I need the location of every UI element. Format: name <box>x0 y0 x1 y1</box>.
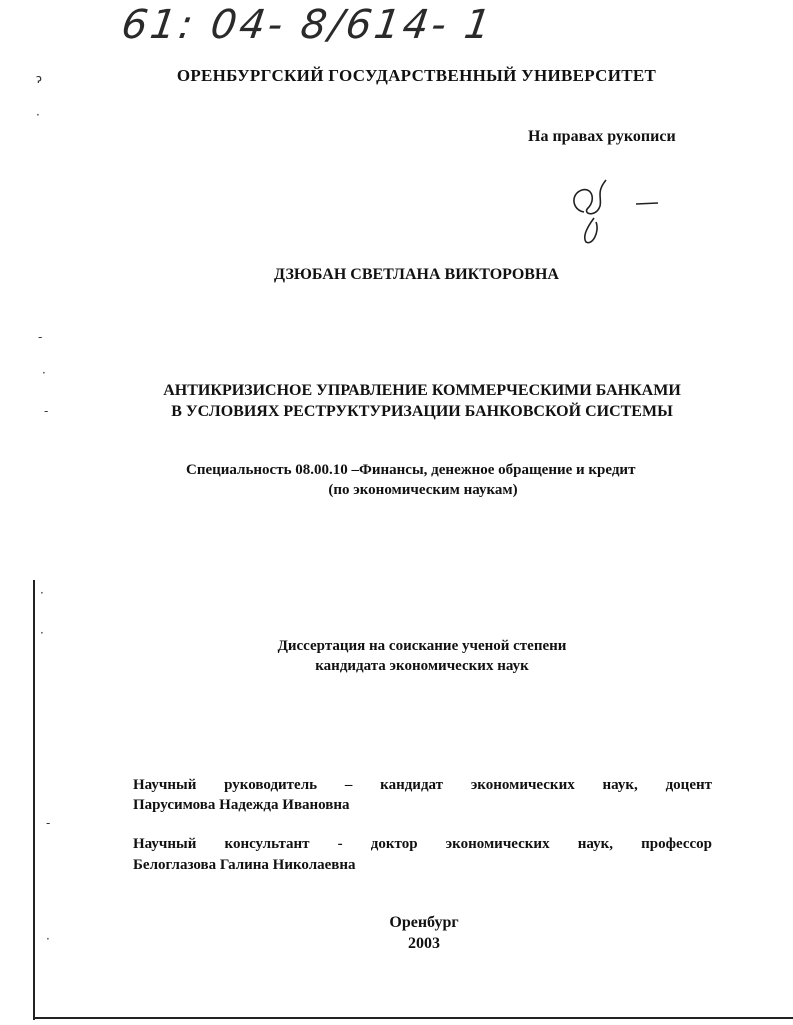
rights-notice: На правах рукописи <box>528 128 676 145</box>
scan-speck: - <box>44 404 49 418</box>
city: Оренбург <box>389 914 459 931</box>
supervisor-name: Парусимова Надежда Ивановна <box>133 797 350 813</box>
author-name: ДЗЮБАН СВЕТЛАНА ВИКТОРОВНА <box>274 266 559 283</box>
scan-speck: - <box>46 816 51 830</box>
year: 2003 <box>408 935 440 952</box>
signature-icon <box>566 172 666 248</box>
archive-code-handwritten: 61: 04- 8/614- 1 <box>118 2 497 48</box>
scan-speck: · <box>36 108 40 122</box>
scan-speck: - <box>38 330 43 344</box>
scan-speck: · <box>46 932 50 946</box>
degree-line-2: кандидата экономических наук <box>315 658 529 674</box>
university-name: ОРЕНБУРГСКИЙ ГОСУДАРСТВЕННЫЙ УНИВЕРСИТЕТ <box>176 66 657 85</box>
consultant-role: Научный консультант - доктор экономических наук, профессор <box>133 836 712 852</box>
degree-line-1: Диссертация на соискание ученой степени <box>277 638 567 654</box>
scan-speck: ɂ <box>36 72 42 86</box>
scan-speck: · <box>40 586 44 600</box>
scan-edge-bottom <box>33 1017 793 1019</box>
scan-speck: · <box>42 366 46 380</box>
specialty-line-2: (по экономическим наукам) <box>328 482 518 498</box>
consultant-name: Белоглазова Галина Николаевна <box>133 857 356 873</box>
dissertation-title-line-1: АНТИКРИЗИСНОЕ УПРАВЛЕНИЕ КОММЕРЧЕСКИМИ БАНКАМИ <box>163 382 681 399</box>
specialty-line-1: Специальность 08.00.10 –Финансы, денежное обращение и кредит <box>186 462 636 478</box>
dissertation-title-line-2: В УСЛОВИЯХ РЕСТРУКТУРИЗАЦИИ БАНКОВСКОЙ СИСТЕМЫ <box>171 403 673 420</box>
supervisor-role: Научный руководитель – кандидат экономических наук, доцент <box>133 777 712 793</box>
scan-edge-left <box>33 580 35 1020</box>
scan-speck: · <box>40 626 44 640</box>
